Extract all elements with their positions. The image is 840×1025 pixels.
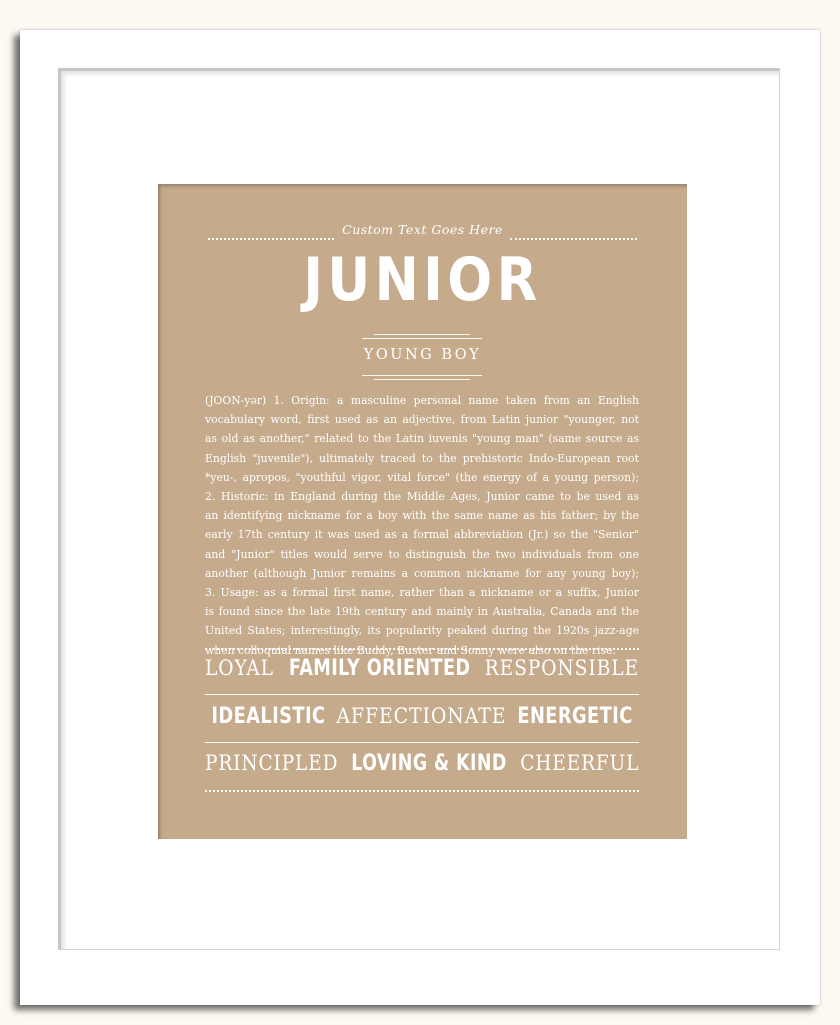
trait: LOVING & KIND — [351, 751, 508, 776]
trait: ENERGETIC — [517, 704, 633, 729]
definition-line: 2. Historic: in England during the Middle Ages, Junior came to be used as — [205, 490, 639, 504]
trait: AFFECTIONATE — [336, 704, 507, 728]
name-print — [158, 184, 687, 839]
definition-line: as old as another," related to the Latin iuvenis "young man" (same source as — [205, 432, 639, 446]
custom-text-right-dots — [510, 238, 637, 240]
trait: PRINCIPLED — [205, 751, 339, 775]
picture-frame — [20, 30, 820, 1005]
name-definition — [205, 391, 639, 660]
definition-line: and "Junior" titles would serve to distinguish the two individuals from one — [205, 547, 639, 561]
trait-divider — [205, 694, 639, 695]
trait: LOYAL — [205, 656, 274, 680]
divider-line — [362, 338, 482, 339]
trait-divider — [205, 742, 639, 743]
traits-top-dots — [205, 648, 639, 650]
definition-line: an identifying nickname for a boy with the same name as his father; by the — [205, 509, 639, 523]
photo-mat — [58, 68, 780, 950]
trait-row — [205, 751, 640, 776]
definition-line: United States; interestingly, its popularity peaked during the 1920s jazz-age — [205, 624, 639, 638]
trait: FAMILY ORIENTED — [288, 656, 471, 681]
definition-line: English "juvenile"), ultimately traced to the prehistoric Indo-European root — [205, 451, 639, 465]
trait-row — [205, 704, 633, 729]
trait-row — [205, 656, 640, 681]
definition-line: early 17th century it was used as a formal abbreviation (Jr.) so the "Senior" — [205, 528, 639, 542]
divider-line — [374, 379, 470, 380]
trait: CHEERFUL — [520, 751, 640, 775]
definition-line: is found since the late 19th century and mainly in Australia, Canada and the — [205, 605, 639, 619]
name-meaning: YOUNG BOY — [363, 347, 482, 363]
name-title: JUNIOR — [303, 245, 542, 315]
trait: RESPONSIBLE — [484, 656, 640, 680]
definition-line: another (although Junior remains a common nickname for any young boy); — [205, 566, 639, 580]
definition-line: vocabulary word, first used as an adjective, from Latin junior "younger, not — [205, 413, 639, 427]
divider-line — [374, 334, 470, 335]
definition-line: (JOON-yər) 1. Origin: a masculine personal name taken from an English — [205, 394, 639, 407]
definition-line: *yeu-, apropos, "youthful vigor, vital force" (the energy of a young person); — [205, 470, 639, 484]
definition-line: when colloquial names like Buddy, Buster and Sonny were also on the rise. — [205, 643, 616, 657]
traits-bottom-dots — [205, 790, 639, 792]
divider-line — [362, 375, 482, 376]
trait: IDEALISTIC — [211, 704, 326, 729]
custom-text: Custom Text Goes Here — [342, 222, 503, 237]
definition-line: 3. Usage: as a formal first name, rather than a nickname or a suffix, Junior — [205, 586, 639, 600]
custom-text-left-dots — [208, 238, 334, 240]
